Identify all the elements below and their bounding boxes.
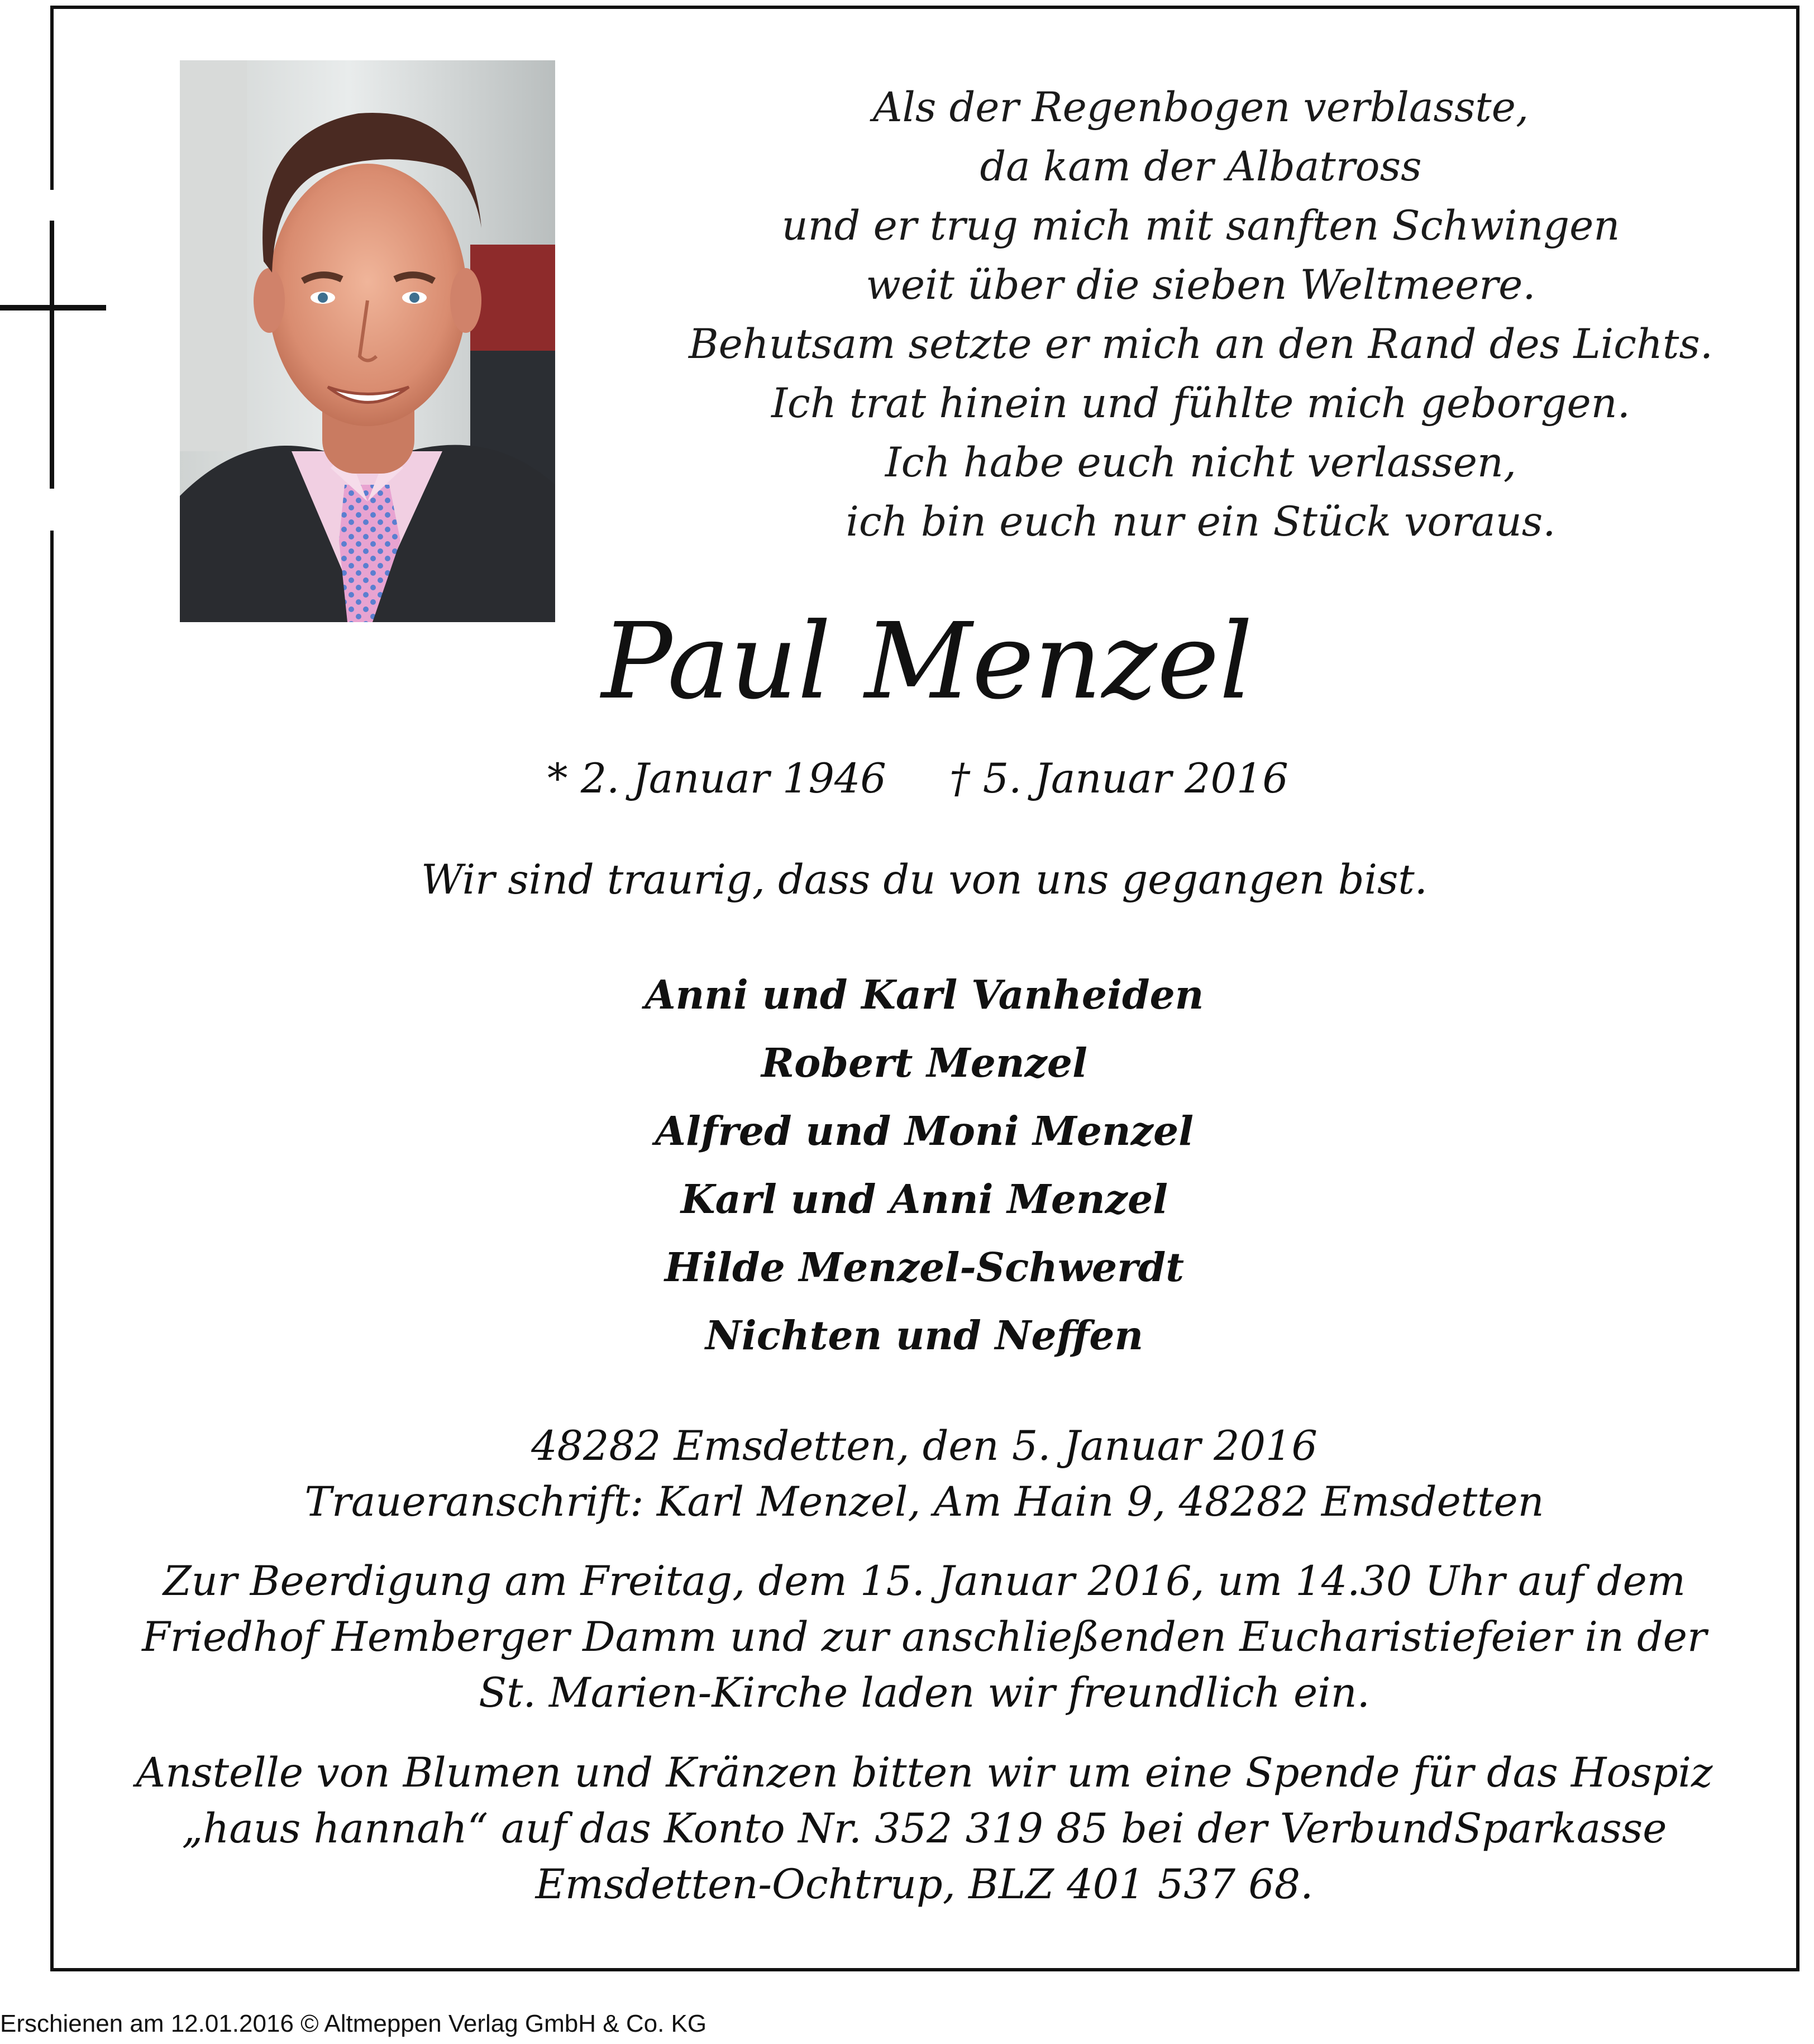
life-dates [536, 748, 1318, 810]
frame-left-border-top [50, 6, 54, 190]
mourner-name: Anni und Karl Vanheiden [645, 971, 1204, 1018]
sorrow-line: Wir sind traurig, dass du von uns gegangen bist. [421, 856, 1428, 904]
publication-footer: Erschienen am 12.01.2016 © Altmeppen Verlag GmbH & Co. KG [0, 2010, 707, 2037]
poem-line: weit über die sieben Weltmeere. [866, 261, 1536, 309]
poem-line: da kam der Albatross [980, 143, 1422, 190]
mourner-name: Robert Menzel [761, 1039, 1087, 1086]
funeral-info [0, 1554, 1814, 1721]
poem-line: ich bin euch nur ein Stück voraus. [846, 498, 1556, 546]
poem [642, 78, 1759, 552]
funeral-line: Friedhof Hemberger Damm und zur anschließenden Eucharistiefeier in der [142, 1613, 1707, 1661]
donation-line: Anstelle von Blumen und Kränzen bitten wir um eine Spende für das Hospiz [136, 1749, 1713, 1797]
funeral-line: Zur Beerdigung am Freitag, dem 15. Januar 2016, um 14.30 Uhr auf dem [163, 1558, 1686, 1605]
place-date: 48282 Emsdetten, den 5. Januar 2016 [531, 1422, 1317, 1470]
deceased-name: Paul Menzel [601, 600, 1253, 723]
donation-info [0, 1745, 1814, 1913]
mourning-address: Traueranschrift: Karl Menzel, Am Hain 9, 48282 Emsdetten [304, 1478, 1544, 1526]
birth-date: * 2. Januar 1946 [547, 755, 886, 803]
donation-line: Emsdetten-Ochtrup, BLZ 401 537 68. [535, 1861, 1314, 1908]
portrait-photo [180, 60, 555, 622]
mourner-name: Karl und Anni Menzel [680, 1176, 1168, 1222]
poem-line: Behutsam setzte er mich an den Rand des Lichts. [688, 321, 1713, 368]
mourners-list [0, 961, 1814, 1369]
poem-line: und er trug mich mit sanften Schwingen [781, 202, 1620, 250]
address-block [0, 1419, 1814, 1530]
mourner-name: Nichten und Neffen [705, 1312, 1144, 1359]
mourner-name: Hilde Menzel-Schwerdt [664, 1244, 1185, 1291]
funeral-line: St. Marien-Kirche laden wir freundlich ein. [479, 1669, 1370, 1717]
poem-line: Als der Regenbogen verblasste, [872, 84, 1529, 131]
donation-line: „haus hannah“ auf das Konto Nr. 352 319 85 bei der VerbundSparkasse [182, 1805, 1667, 1852]
death-date: † 5. Januar 2016 [949, 755, 1288, 803]
mourner-name: Alfred und Moni Menzel [655, 1107, 1194, 1154]
poem-line: Ich trat hinein und fühlte mich geborgen. [771, 380, 1630, 427]
poem-line: Ich habe euch nicht verlassen, [885, 439, 1517, 486]
